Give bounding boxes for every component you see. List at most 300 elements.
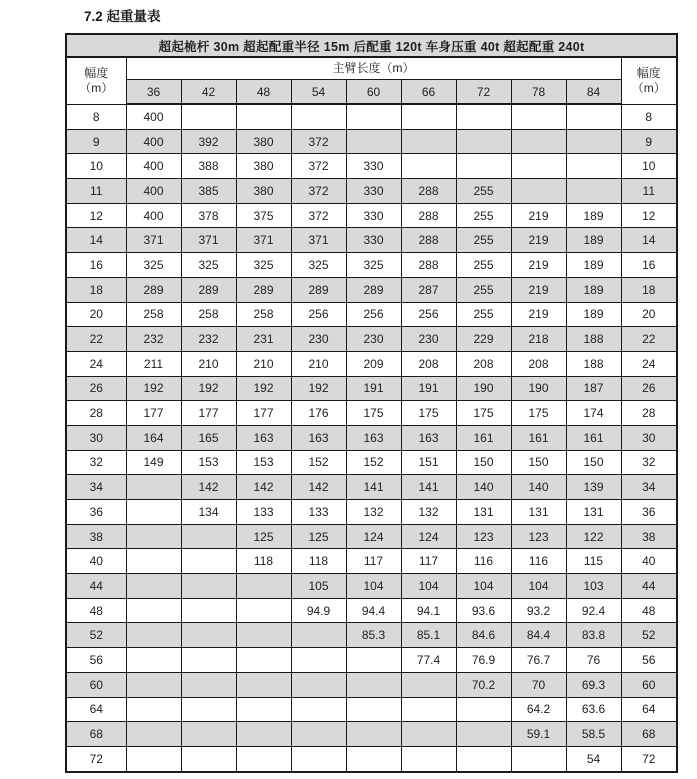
load-cell: 133 [236,500,291,525]
load-cell [456,129,511,154]
load-cell [126,722,181,747]
load-cell [126,672,181,697]
radius-cell-right: 52 [621,623,677,648]
radius-header-unit: （m） [79,80,114,95]
table-row [66,203,677,228]
load-cell [126,500,181,525]
radius-cell-left: 64 [66,697,126,722]
table-row [66,500,677,525]
radius-cell-right: 14 [621,228,677,253]
load-cell: 131 [456,500,511,525]
load-cell: 325 [126,253,181,278]
load-cell: 175 [511,401,566,426]
load-cell: 219 [511,302,566,327]
load-cell [126,598,181,623]
load-cell: 94.4 [346,598,401,623]
radius-header-label: 幅度 [84,65,109,80]
radius-cell-left: 20 [66,302,126,327]
table-row [66,376,677,401]
radius-cell-left: 30 [66,425,126,450]
load-cell: 54 [566,746,621,771]
load-cell: 153 [236,450,291,475]
load-cell: 190 [511,376,566,401]
load-cell [511,746,566,771]
load-cell [236,104,291,129]
load-cell: 123 [456,524,511,549]
load-cell: 231 [236,327,291,352]
load-cell [456,697,511,722]
load-cell: 142 [236,475,291,500]
radius-cell-right: 36 [621,500,677,525]
load-cell: 219 [511,203,566,228]
table-row [66,302,677,327]
config-header: 超起桅杆 30m 超起配重半径 15m 后配重 120t 车身压重 40t 超起配重 240t [66,34,677,57]
radius-cell-right: 28 [621,401,677,426]
load-cell: 76.7 [511,648,566,673]
radius-cell-right: 12 [621,203,677,228]
load-cell: 70.2 [456,672,511,697]
load-cell [126,623,181,648]
load-cell: 142 [291,475,346,500]
load-cell: 330 [346,228,401,253]
load-cell: 400 [126,129,181,154]
table-row [66,351,677,376]
load-cell: 69.3 [566,672,621,697]
load-cell: 289 [181,277,236,302]
load-cell: 191 [346,376,401,401]
load-cell: 151 [401,450,456,475]
table-row [66,549,677,574]
load-cell: 105 [291,574,346,599]
load-cell: 189 [566,228,621,253]
table-row [66,327,677,352]
radius-cell-left: 10 [66,154,126,179]
load-cell: 230 [346,327,401,352]
radius-cell-left: 34 [66,475,126,500]
load-cell: 232 [126,327,181,352]
radius-cell-left: 60 [66,672,126,697]
radius-cell-left: 18 [66,277,126,302]
load-cell: 93.2 [511,598,566,623]
table-row [66,648,677,673]
load-cell [181,549,236,574]
load-cell: 58.5 [566,722,621,747]
load-cell [181,623,236,648]
load-cell: 131 [566,500,621,525]
load-cell: 94.9 [291,598,346,623]
load-cell: 175 [456,401,511,426]
load-cell [456,154,511,179]
load-cell: 258 [126,302,181,327]
load-cell: 118 [291,549,346,574]
load-cell: 163 [401,425,456,450]
table-row [66,746,677,771]
load-cell: 125 [236,524,291,549]
load-cell: 255 [456,277,511,302]
table-row [66,672,677,697]
load-cell: 152 [291,450,346,475]
table-row [66,524,677,549]
load-cell: 163 [291,425,346,450]
load-cell: 153 [181,450,236,475]
radius-cell-right: 68 [621,722,677,747]
load-cell [126,549,181,574]
load-cell: 163 [236,425,291,450]
load-cell [181,722,236,747]
load-cell: 116 [456,549,511,574]
load-cell: 256 [291,302,346,327]
radius-cell-left: 12 [66,203,126,228]
load-cell [456,722,511,747]
load-cell [236,697,291,722]
load-cell: 380 [236,154,291,179]
load-cell: 132 [346,500,401,525]
radius-cell-right: 18 [621,277,677,302]
radius-cell-right: 9 [621,129,677,154]
load-cell: 140 [456,475,511,500]
radius-cell-left: 28 [66,401,126,426]
load-cell: 131 [511,500,566,525]
load-cell: 380 [236,129,291,154]
radius-cell-left: 22 [66,327,126,352]
load-cell: 191 [401,376,456,401]
load-cell [346,746,401,771]
load-cell [181,697,236,722]
load-cell: 255 [456,253,511,278]
load-cell: 104 [346,574,401,599]
load-cell: 209 [346,351,401,376]
boom-length-value: 72 [456,80,511,105]
load-cell: 134 [181,500,236,525]
radius-cell-left: 68 [66,722,126,747]
table-row [66,425,677,450]
load-cell: 133 [291,500,346,525]
load-cell [181,574,236,599]
load-cell: 85.1 [401,623,456,648]
load-cell: 164 [126,425,181,450]
load-table-body [66,104,677,772]
load-cell: 94.1 [401,598,456,623]
load-cell: 59.1 [511,722,566,747]
load-cell [126,524,181,549]
load-cell [511,154,566,179]
load-cell: 177 [181,401,236,426]
load-cell: 124 [346,524,401,549]
load-cell [291,623,346,648]
load-cell [566,179,621,204]
load-cell: 289 [291,277,346,302]
load-cell [401,672,456,697]
load-cell: 325 [236,253,291,278]
load-cell: 104 [456,574,511,599]
load-cell: 371 [236,228,291,253]
load-cell: 103 [566,574,621,599]
load-cell: 208 [511,351,566,376]
load-cell: 230 [401,327,456,352]
load-cell [511,104,566,129]
load-cell: 385 [181,179,236,204]
load-cell: 325 [181,253,236,278]
radius-column-header-left [66,57,126,104]
load-cell: 83.8 [566,623,621,648]
load-chart-table [65,33,678,773]
load-cell: 211 [126,351,181,376]
radius-cell-left: 36 [66,500,126,525]
load-cell: 400 [126,179,181,204]
load-cell [236,623,291,648]
boom-length-value: 78 [511,80,566,105]
boom-length-value: 42 [181,80,236,105]
radius-cell-right: 44 [621,574,677,599]
load-cell: 375 [236,203,291,228]
table-row [66,277,677,302]
load-cell [346,697,401,722]
load-cell: 330 [346,179,401,204]
load-cell [236,598,291,623]
load-cell: 289 [236,277,291,302]
load-cell: 161 [566,425,621,450]
radius-header-label: 幅度 [636,65,661,80]
table-row [66,475,677,500]
load-cell [291,104,346,129]
load-cell [181,104,236,129]
load-cell [181,746,236,771]
radius-cell-left: 56 [66,648,126,673]
load-cell: 187 [566,376,621,401]
load-cell: 400 [126,154,181,179]
load-cell: 210 [181,351,236,376]
radius-cell-right: 72 [621,746,677,771]
radius-cell-right: 22 [621,327,677,352]
load-cell: 84.6 [456,623,511,648]
load-cell [181,672,236,697]
load-cell: 189 [566,277,621,302]
radius-cell-left: 48 [66,598,126,623]
load-cell: 400 [126,104,181,129]
table-row [66,104,677,129]
load-cell: 258 [181,302,236,327]
load-cell: 115 [566,549,621,574]
load-cell: 190 [456,376,511,401]
load-cell [511,129,566,154]
radius-column-header-right [621,57,677,104]
load-cell [181,598,236,623]
load-cell: 150 [566,450,621,475]
radius-cell-left: 52 [66,623,126,648]
radius-cell-right: 60 [621,672,677,697]
load-cell: 372 [291,179,346,204]
load-cell: 161 [511,425,566,450]
load-cell [291,648,346,673]
load-cell: 177 [236,401,291,426]
load-cell: 255 [456,228,511,253]
load-cell [126,648,181,673]
load-cell [126,574,181,599]
load-cell: 330 [346,154,401,179]
load-cell [401,746,456,771]
load-cell [401,722,456,747]
load-cell: 232 [181,327,236,352]
load-cell [401,697,456,722]
load-cell: 150 [511,450,566,475]
load-cell: 256 [346,302,401,327]
radius-cell-right: 48 [621,598,677,623]
load-cell: 219 [511,228,566,253]
load-cell: 256 [401,302,456,327]
radius-cell-left: 40 [66,549,126,574]
page-title: 7.2 起重量表 [84,9,161,24]
load-cell: 64.2 [511,697,566,722]
load-cell: 258 [236,302,291,327]
load-cell: 388 [181,154,236,179]
load-cell: 124 [401,524,456,549]
load-cell [126,475,181,500]
load-cell: 132 [401,500,456,525]
load-cell [346,104,401,129]
load-cell: 289 [126,277,181,302]
load-cell: 189 [566,302,621,327]
load-cell: 122 [566,524,621,549]
boom-length-value: 66 [401,80,456,105]
load-cell: 117 [346,549,401,574]
load-cell: 117 [401,549,456,574]
radius-cell-right: 10 [621,154,677,179]
load-cell: 208 [456,351,511,376]
load-cell: 165 [181,425,236,450]
load-cell: 229 [456,327,511,352]
radius-cell-left: 38 [66,524,126,549]
load-cell [291,746,346,771]
load-cell: 289 [346,277,401,302]
load-cell: 70 [511,672,566,697]
load-cell: 372 [291,154,346,179]
load-cell: 288 [401,179,456,204]
load-cell [126,746,181,771]
radius-cell-right: 32 [621,450,677,475]
load-cell: 255 [456,179,511,204]
load-cell: 210 [236,351,291,376]
load-cell: 288 [401,253,456,278]
load-cell [401,154,456,179]
radius-cell-left: 14 [66,228,126,253]
load-cell: 208 [401,351,456,376]
load-cell: 288 [401,228,456,253]
load-cell [346,648,401,673]
column-header-row [66,57,677,80]
load-cell: 372 [291,129,346,154]
load-cell: 255 [456,203,511,228]
table-row [66,450,677,475]
load-cell: 116 [511,549,566,574]
load-cell: 325 [346,253,401,278]
table-row [66,697,677,722]
load-cell [456,104,511,129]
load-cell: 192 [126,376,181,401]
load-cell: 125 [291,524,346,549]
radius-cell-right: 24 [621,351,677,376]
radius-cell-left: 72 [66,746,126,771]
load-cell [346,129,401,154]
load-cell: 77.4 [401,648,456,673]
load-cell [236,574,291,599]
load-cell: 372 [291,203,346,228]
load-cell: 92.4 [566,598,621,623]
boom-length-value: 36 [126,80,181,105]
load-cell: 104 [401,574,456,599]
load-cell [346,672,401,697]
load-cell [401,129,456,154]
table-row [66,179,677,204]
load-cell: 288 [401,203,456,228]
load-cell [181,524,236,549]
load-cell [236,746,291,771]
boom-length-value: 54 [291,80,346,105]
load-cell: 104 [511,574,566,599]
boom-length-value: 84 [566,80,621,105]
load-cell [236,672,291,697]
radius-cell-right: 56 [621,648,677,673]
load-cell: 210 [291,351,346,376]
load-cell: 378 [181,203,236,228]
radius-cell-left: 8 [66,104,126,129]
load-cell: 188 [566,351,621,376]
radius-cell-right: 20 [621,302,677,327]
load-cell: 161 [456,425,511,450]
boom-length-value: 48 [236,80,291,105]
load-cell: 140 [511,475,566,500]
load-cell: 141 [401,475,456,500]
radius-cell-right: 16 [621,253,677,278]
load-cell: 174 [566,401,621,426]
load-cell: 230 [291,327,346,352]
radius-cell-left: 24 [66,351,126,376]
load-cell: 287 [401,277,456,302]
load-cell: 371 [126,228,181,253]
radius-cell-left: 44 [66,574,126,599]
radius-cell-left: 11 [66,179,126,204]
load-cell: 330 [346,203,401,228]
load-cell [511,179,566,204]
load-cell: 93.6 [456,598,511,623]
load-cell [291,697,346,722]
load-cell: 255 [456,302,511,327]
load-cell [236,648,291,673]
load-cell: 118 [236,549,291,574]
load-cell: 371 [291,228,346,253]
table-row [66,623,677,648]
radius-cell-right: 30 [621,425,677,450]
load-cell: 177 [126,401,181,426]
radius-cell-right: 8 [621,104,677,129]
radius-cell-right: 38 [621,524,677,549]
load-cell: 218 [511,327,566,352]
load-cell: 192 [291,376,346,401]
boom-length-header: 主臂长度（m） [126,57,621,80]
load-cell [126,697,181,722]
load-cell: 176 [291,401,346,426]
table-row [66,253,677,278]
load-cell: 85.3 [346,623,401,648]
radius-cell-right: 26 [621,376,677,401]
load-cell: 63.6 [566,697,621,722]
load-cell [456,746,511,771]
load-cell: 189 [566,253,621,278]
load-cell: 192 [181,376,236,401]
load-cell: 76 [566,648,621,673]
table-row [66,401,677,426]
load-cell: 400 [126,203,181,228]
load-cell [346,722,401,747]
